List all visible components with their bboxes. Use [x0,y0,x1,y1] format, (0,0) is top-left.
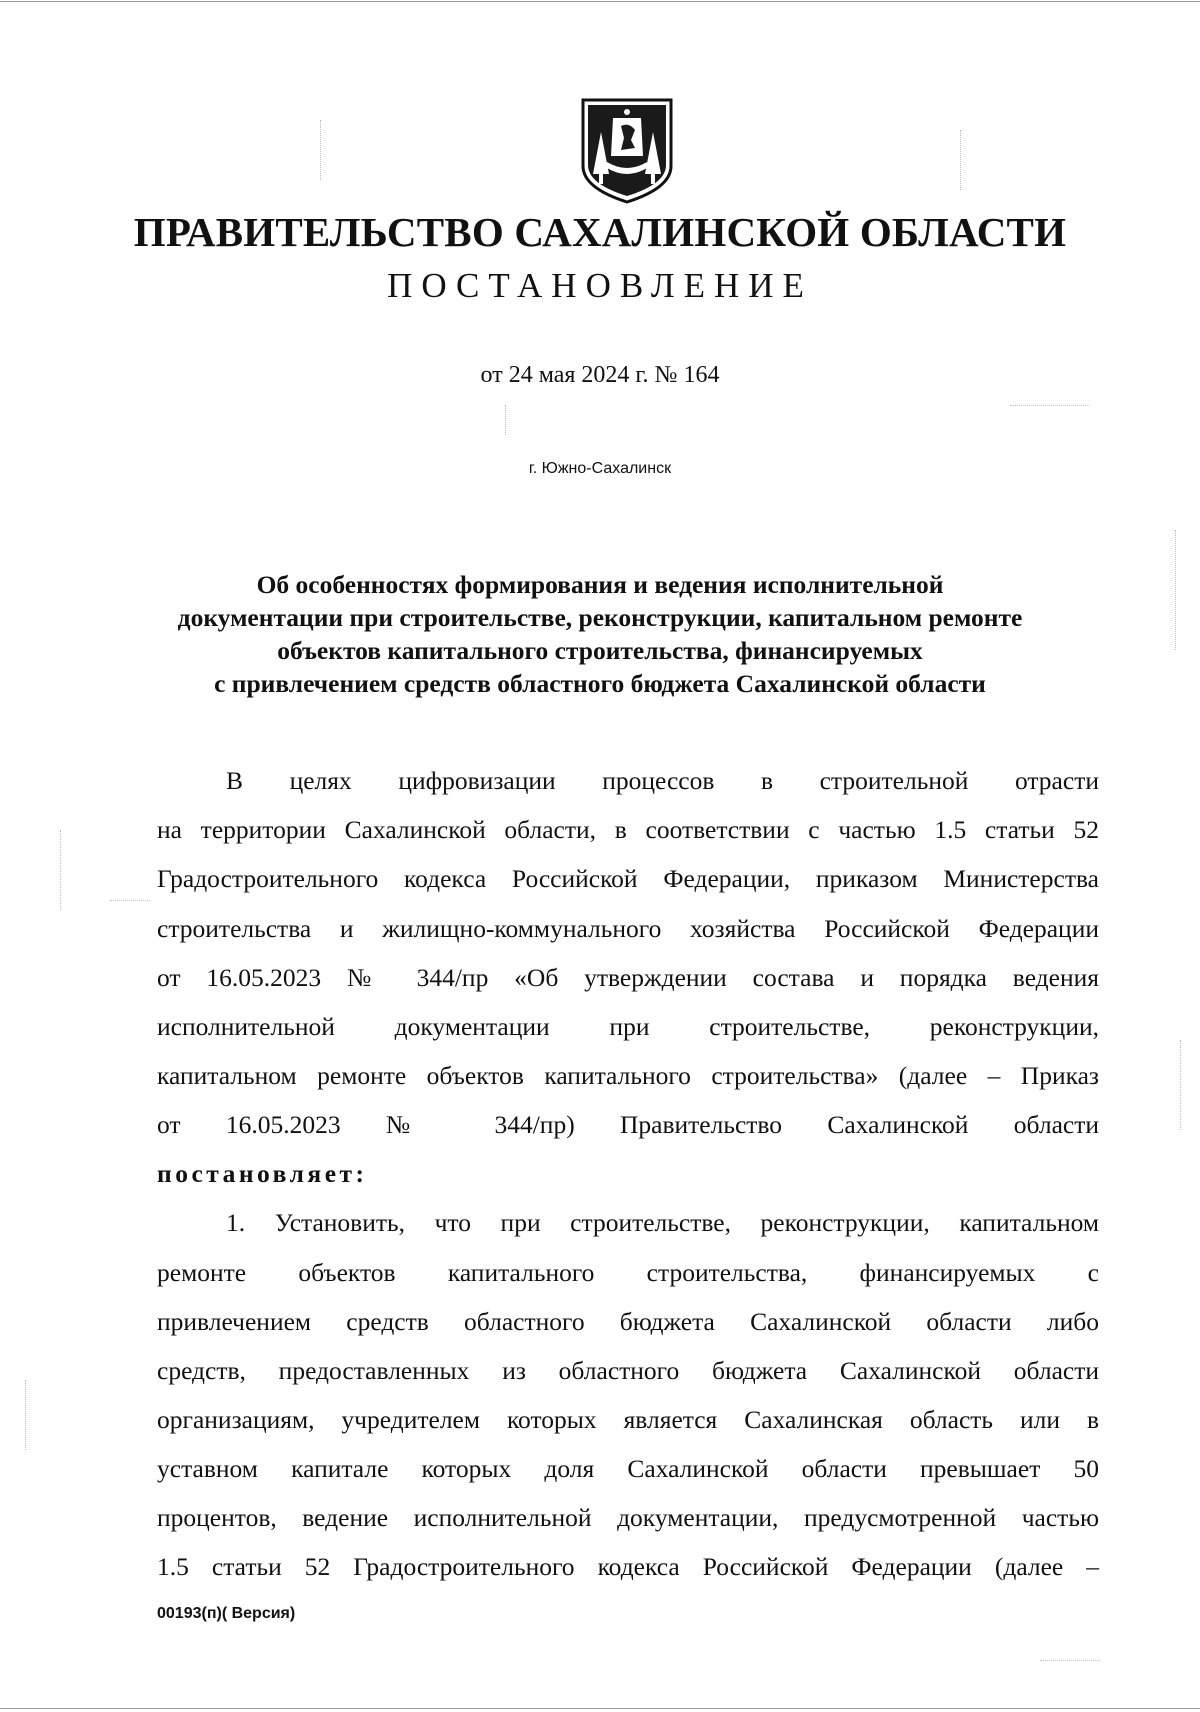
body-text-line: 1. Установить, что при строительстве, реконструкции, капитальном [226,1208,1099,1237]
city: г. Южно-Сахалинск [528,460,672,477]
body-text-line: от 16.05.2023 № 344/пр) Правительство Сахалинской области [157,1110,1099,1139]
document-subject [140,568,1060,700]
body-text-line: привлечением средств областного бюджета Сахалинской области либо [157,1307,1099,1336]
document-type: ПОСТАНОВЛЕНИЕ [387,266,813,305]
scan-noise [1010,405,1090,406]
scan-edge-top [0,1,1200,2]
sakhalin-coat-of-arms-icon [577,96,677,204]
scan-noise [320,120,321,180]
scan-noise [1175,530,1176,650]
body-text-line: организациям, учредителем которых является Сахалинская область или в [157,1405,1099,1434]
body-text-line: процентов, ведение исполнительной документации, предусмотренной частью [157,1503,1099,1532]
body-text-line: на территории Сахалинской области, в соответствии с частью 1.5 статьи 52 [157,815,1099,844]
body-text-line: уставном капитале которых доля Сахалинской области превышает 50 [157,1454,1099,1483]
subject-line: объектов капитального строительства, финансируемых [277,636,923,665]
scan-noise [960,130,961,190]
body-text-line: В целях цифровизации процессов в строительной отрасти [226,766,1099,795]
body-text-line: Градостроительного кодекса Российской Федерации, приказом Министерства [157,864,1099,893]
scan-noise [505,405,506,435]
body-text-line: средств, предоставленных из областного бюджета Сахалинской области [157,1356,1099,1385]
scan-noise [110,900,150,901]
scan-noise [25,1380,26,1450]
scan-noise [1180,1040,1181,1130]
body-text-line: от 16.05.2023 № 344/пр «Об утверждении состава и порядка ведения [157,963,1099,992]
body-text-line: исполнительной документации при строительстве, реконструкции, [157,1012,1099,1041]
body-text-line: строительства и жилищно-коммунального хозяйства Российской Федерации [157,914,1099,943]
body-text-line: ремонте объектов капитального строительства, финансируемых с [157,1258,1099,1287]
government-title: ПРАВИТЕЛЬСТВО САХАЛИНСКОЙ ОБЛАСТИ [133,209,1067,255]
subject-line: документации при строительстве, реконструкции, капитальном ремонте [177,603,1023,632]
subject-line: Об особенностях формирования и ведения исполнительной [256,570,944,599]
body-text-line: 1.5 статьи 52 Градостроительного кодекса Российской Федерации (далее – [157,1552,1099,1581]
document-footer-code: 00193(п)( Версия) [157,1605,296,1622]
resolution-word: постановляет: [157,1159,368,1188]
subject-line: с привлечением средств областного бюджета Сахалинской области [214,669,986,698]
scan-edge-bottom [0,1708,1200,1709]
body-text-line: капитальном ремонте объектов капитального строительства» (далее – Приказ [157,1061,1099,1090]
scan-noise [60,830,61,910]
scan-noise [1040,1660,1100,1661]
date-number: от 24 мая 2024 г. № 164 [480,362,720,388]
